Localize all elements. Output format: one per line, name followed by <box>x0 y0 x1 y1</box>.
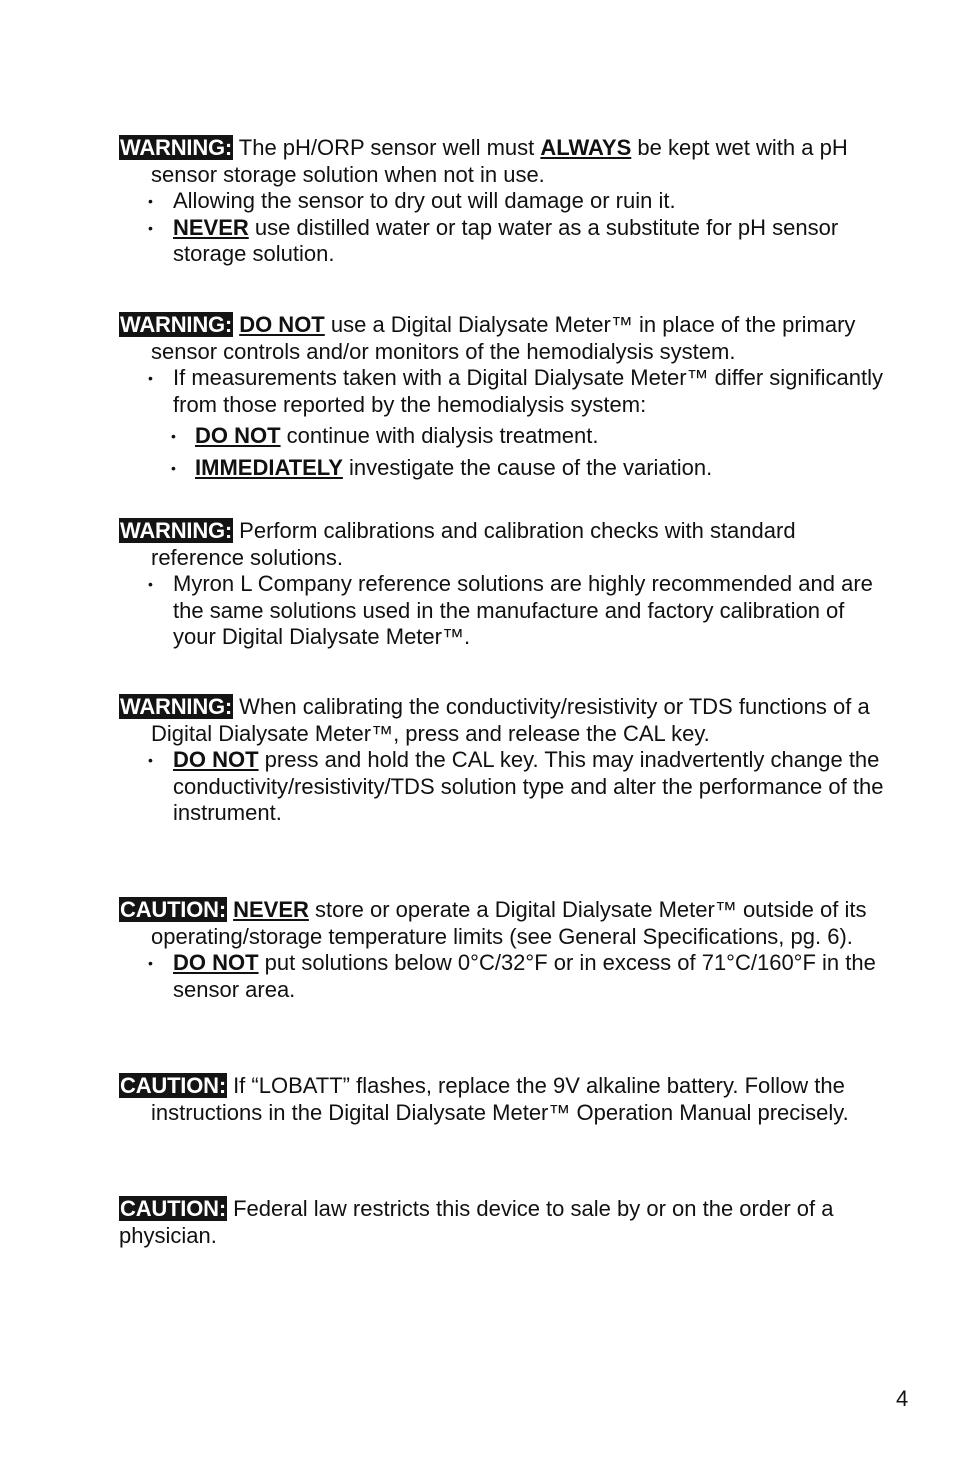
bullet-icon: • <box>148 576 153 592</box>
lead-text: store or operate a Digital Dialysate Meter™ outside of its operating/storage temperature limits (see General Specifications, pg. 6). <box>151 897 867 949</box>
emphasis-text: DO NOT <box>239 312 325 337</box>
lead-text: Federal law restricts this device to sale by or on the order of a physician. <box>119 1196 834 1248</box>
bullet-item <box>119 950 889 1003</box>
notice-block-4 <box>119 694 889 827</box>
notice-block-1 <box>119 135 889 268</box>
emphasis-text: ALWAYS <box>540 135 632 160</box>
bullet-icon: • <box>148 193 153 209</box>
caution-label: CAUTION: <box>120 897 226 922</box>
bullet-icon: • <box>171 459 176 476</box>
bullet-text: Myron L Company reference solutions are highly recommended and are the same solutions used in the manufacture and factory calibration of your Digital Dialysate Meter™. <box>173 571 873 649</box>
lead-text: If “LOBATT” flashes, replace the 9V alkaline battery. Follow the instructions in the Digital Dialysate Meter™ Operation Manual precisely. <box>151 1073 849 1125</box>
notice-lead <box>119 518 889 571</box>
bullet-item <box>119 215 889 268</box>
notice-lead <box>119 1196 889 1249</box>
warning-label: WARNING: <box>120 518 233 543</box>
lead-text: When calibrating the conductivity/resistivity or TDS functions of a Digital Dialysate Meter™, press and release the CAL key. <box>151 694 870 746</box>
emphasis-text: DO NOT <box>173 747 259 772</box>
lead-text: Perform calibrations and calibration checks with standard reference solutions. <box>151 518 796 570</box>
notice-lead <box>119 694 889 747</box>
notice-block-3 <box>119 518 889 651</box>
lead-text: be kept wet with a pH sensor storage solution when not in use. <box>151 135 848 187</box>
emphasis-text: DO NOT <box>195 423 281 448</box>
bullet-icon: • <box>148 752 153 768</box>
notice-block-6 <box>119 1073 889 1126</box>
bullet-item <box>119 571 889 651</box>
sub-bullet-item <box>119 423 889 450</box>
bullet-text: Allowing the sensor to dry out will damage or ruin it. <box>173 188 676 213</box>
bullet-icon: • <box>148 955 153 971</box>
warning-label: WARNING: <box>120 694 233 719</box>
notice-block-2 <box>119 312 889 481</box>
notice-lead <box>119 135 889 188</box>
bullet-text: put solutions below 0°C/32°F or in excess of 71°C/160°F in the sensor area. <box>173 950 876 1002</box>
bullet-item <box>119 365 889 418</box>
sub-bullet-item <box>119 455 889 482</box>
bullet-item <box>119 747 889 827</box>
caution-label: CAUTION: <box>120 1073 226 1098</box>
emphasis-text: IMMEDIATELY <box>195 454 343 480</box>
notice-lead <box>119 1073 889 1126</box>
emphasis-text: DO NOT <box>173 950 259 975</box>
warning-label: WARNING: <box>120 312 233 337</box>
bullet-text: continue with dialysis treatment. <box>280 423 599 448</box>
notice-lead <box>119 312 889 365</box>
lead-text: use a Digital Dialysate Meter™ in place of the primary sensor controls and/or monitors of the hemodialysis system. <box>151 312 856 364</box>
notice-block-7 <box>119 1196 889 1249</box>
bullet-icon: • <box>148 219 153 236</box>
emphasis-text: NEVER <box>173 214 249 240</box>
notice-block-5 <box>119 897 889 1003</box>
page-number: 4 <box>896 1386 909 1411</box>
caution-label: CAUTION: <box>120 1196 226 1221</box>
warning-label: WARNING: <box>120 135 233 160</box>
bullet-icon: • <box>148 370 153 386</box>
emphasis-text: NEVER <box>233 897 309 922</box>
bullet-text: investigate the cause of the variation. <box>342 454 713 480</box>
bullet-icon: • <box>171 428 176 444</box>
bullet-text: If measurements taken with a Digital Dialysate Meter™ differ significantly from those reported by the hemodialysis system: <box>173 365 883 417</box>
notice-lead <box>119 897 889 950</box>
bullet-item <box>119 188 889 215</box>
bullet-text: press and hold the CAL key. This may inadvertently change the conductivity/resistivity/TDS solution type and alter the performance of the instrument. <box>173 747 884 825</box>
bullet-text: use distilled water or tap water as a substitute for pH sensor storage solution. <box>173 214 839 266</box>
lead-text: The pH/ORP sensor well must <box>233 135 541 160</box>
